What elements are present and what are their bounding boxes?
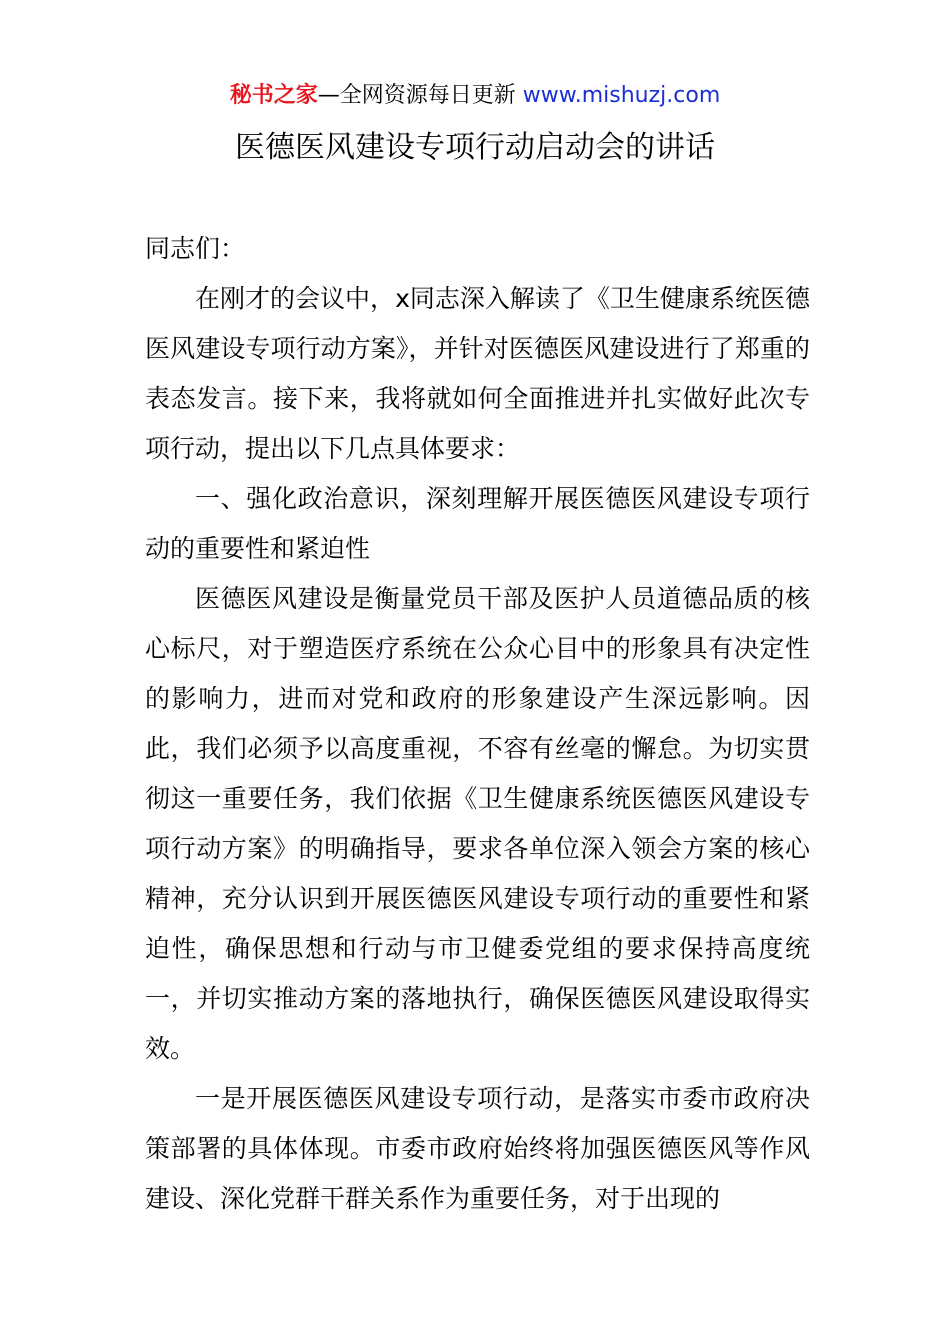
site-header <box>0 80 950 112</box>
site-url-link[interactable]: www.mishuzj.com <box>522 83 721 108</box>
site-brand[interactable]: 秘书之家 <box>229 83 318 108</box>
paragraph-point-1: 一是开展医德医风建设专项行动，是落实市委市政府决策部署的具体体现。市委市政府始终将加强医德医风等作风建设、深化党群干群关系作为重要任务，对于出现的 <box>145 1084 810 1213</box>
section-heading-1: 一、强化政治意识，深刻理解开展医德医风建设专项行动的重要性和紧迫性 <box>145 484 810 563</box>
document-title: 医德医风建设专项行动启动会的讲话 <box>235 130 715 165</box>
document-body <box>145 224 810 1224</box>
site-tagline: —全网资源每日更新 <box>317 83 523 108</box>
paragraph-intro: 在刚才的会议中，x同志深入解读了《卫生健康系统医德医风建设专项行动方案》，并针对医德医风建设进行了郑重的表态发言。接下来，我将就如何全面推进并扎实做好此次专项行动，提出以下几点具体要求： <box>145 284 810 463</box>
paragraph-section-1: 医德医风建设是衡量党员干部及医护人员道德品质的核心标尺，对于塑造医疗系统在公众心目中的形象具有决定性的影响力，进而对党和政府的形象建设产生深远影响。因此，我们必须予以高度重视，不容有丝毫的懈怠。为切实贯彻这一重要任务，我们依据《卫生健康系统医德医风建设专项行动方案》的明确指导，要求各单位深入领会方案的核心精神，充分认识到开展医德医风建设专项行动的重要性和紧迫性，确保思想和行动与市卫健委党组的要求保持高度统一，并切实推动方案的落地执行，确保医德医风建设取得实效。 <box>145 584 810 1063</box>
greeting: 同志们： <box>145 234 246 263</box>
